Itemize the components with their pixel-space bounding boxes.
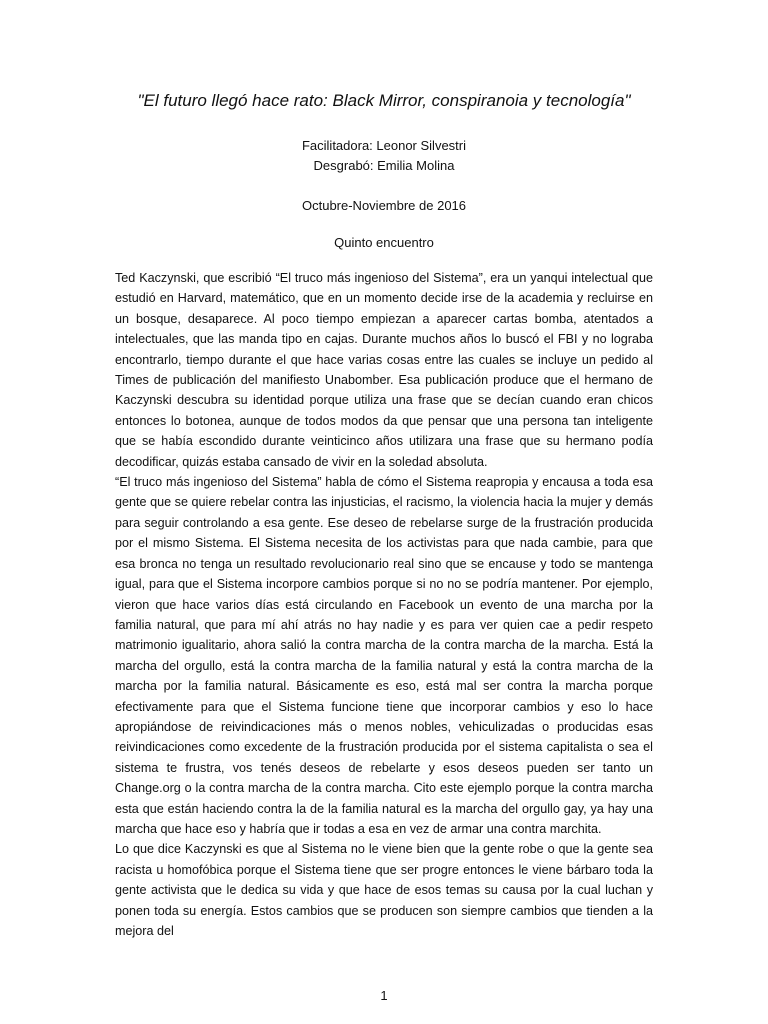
paragraph: “El truco más ingenioso del Sistema” habla de cómo el Sistema reapropia y encausa a toda esa gente que se quiere rebelar contra las injusticias, el racismo, la violencia hacia la mujer y demás para seguir controlando a esa gente. Ese deseo de rebelarse surge de la frustración producida por el mismo Sistema. El Sistema necesita de los activistas para que nada cambie, para que esa bronca no tenga un resultado revolucionario real sino que se encause y todo se mantenga igual, para que el Sistema incorpore cambios porque si no no se podría mantener. Por ejemplo, vieron que hace varios días está circulando en Facebook un evento de una marcha por la familia natural, que para mí ahí atrás no hay nadie y es para ver quien cae a pedir respeto matrimonio igualitario, ahora salió la contra marcha de la contra marcha de la marcha. Está la marcha del orgullo, está la contra marcha de la familia natural y está la contra marcha de la marcha por la familia natural. Básicamente es eso, está mal ser contra la marcha porque efectivamente para que el Sistema funcione tiene que incorporar cambios y eso lo hace apropiándose de reivindicaciones más o menos nobles, vehiculizadas o producidas esas reivindicaciones como excedente de la frustración producida por el sistema capitalista o sea el sistema te frustra, vos tenés deseos de rebelarte y esos deseos pueden ser tanto un Change.org o la contra marcha de la contra marcha. Cito este ejemplo porque la contra marcha esta que están haciendo contra la de la familia natural es la marcha del orgullo gay, ya hay una marcha que hace eso y habría que ir todas a esa en vez de armar una contra marchita. [115, 475, 653, 836]
paragraph: Ted Kaczynski, que escribió “El truco más ingenioso del Sistema”, era un yanqui intelectual que estudió en Harvard, matemático, que en un momento decide irse de la academia y recluirse en un bosque, desaparece. Al poco tiempo empiezan a aparecer cartas bomba, atentados a intelectuales, que las manda tipo en cajas. Durante muchos años lo buscó el FBI y no lograba encontrarlo, tiempo durante el que hace varias cosas entre las cuales se incluye un pedido al Times de publicación del manifiesto Unabomber. Esa publicación produce que el hermano de Kaczynski descubra su identidad porque utiliza una frase que se decían cuando eran chicos entonces lo botonea, aunque de todos modos da que pensar que una persona tan inteligente que se había escondido durante veinticinco años utilizara una frase que su hermano podía decodificar, quizás estaba cansado de vivir en la soledad absoluta. [115, 271, 653, 469]
document-date: Octubre-Noviembre de 2016 [301, 198, 467, 213]
paragraph: Lo que dice Kaczynski es que al Sistema no le viene bien que la gente robe o que la gente sea racista u homofóbica porque el Sistema tiene que ser progre entonces le viene bárbaro toda la gente activista que le dedica su vida y que hace de esos temas su causa por la cual luchan y ponen toda su energía. Estos cambios que se producen son siempre cambios que tienden a la mejora del [115, 842, 653, 938]
document-body [115, 268, 653, 941]
transcriber-line: Desgrabó: Emilia Molina [313, 158, 455, 173]
facilitator-line: Facilitadora: Leonor Silvestri [301, 138, 467, 153]
session-heading: Quinto encuentro [334, 235, 434, 250]
page-number: 1 [380, 988, 388, 1003]
credits-block [0, 136, 768, 176]
document-title: "El futuro llegó hace rato: Black Mirror, conspiranoia y tecnología" [137, 91, 631, 110]
